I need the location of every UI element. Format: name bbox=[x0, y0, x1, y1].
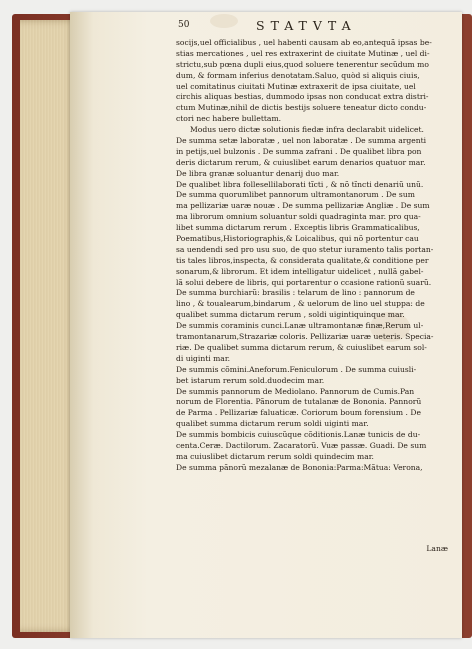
text-line: ma pellizariæ uaræ nouæ . De summa pellizariæ Angliæ . De sum bbox=[176, 201, 430, 211]
text-line: Poematibus,Historiographis,& Loicalibus, qui nõ portentur cau bbox=[176, 234, 419, 244]
text-line: dum, & formam inferius denotatam.Saluo, quòd si aliquis ciuis, bbox=[176, 70, 420, 80]
text-line: De summa setæ laboratæ , uel non laboratæ . De summa argenti bbox=[176, 136, 427, 146]
text-line: socijs,uel officialibus , uel habenti causam ab eo,antequã ipsas be- bbox=[176, 38, 432, 47]
text-line: De qualibet libra follesellilaborati tĩcti , & nõ tĩncti denariũ unũ. bbox=[176, 179, 424, 189]
text-line: stias mercationes , uel res extraxerint de ciuitate Mutinæ , uel di- bbox=[176, 48, 430, 58]
text-line: qualibet summa dictarum rerum , soldi uigintiquinque mar. bbox=[176, 310, 405, 320]
text-line: norum de Florentia. Pãnorum de tutalanæ de Bononia. Pannorũ bbox=[176, 397, 422, 407]
text-line: ma librorum omnium soluantur soldi quadraginta mar. pro qua- bbox=[176, 212, 421, 222]
text-line: De summa quorumlibet pannorum ultramontanorum . De sum bbox=[176, 190, 415, 200]
text-line: De summa pãnorũ mezalanæ de Bononia:Parma:Mãtua: Verona, bbox=[176, 462, 423, 472]
text-line: libet summa dictarum rerum . Exceptis libris Grammaticalibus, bbox=[176, 223, 420, 233]
text-line: uel comitatinus ciuitati Mutinæ extraxerit de ipsa ciuitate, uel bbox=[176, 81, 416, 91]
text-line: ctori nec habere bullettam. bbox=[176, 114, 282, 124]
text-line: De summis coraminis cunci.Lanæ ultramontanæ finæ,Rerum ul- bbox=[176, 321, 424, 331]
text-line: qualibet summa dictarum rerum soldi uiginti mar. bbox=[176, 419, 369, 429]
running-title: STATVTA bbox=[256, 18, 357, 33]
text-line: centa.Ceræ. Dactilorum. Zacaratorũ. Vuæ passæ. Guadi. De sum bbox=[176, 440, 427, 450]
text-line: De libra granæ soluantur denarij duo mar. bbox=[176, 168, 340, 178]
text-line: De summis cõmini.Aneforum.Feniculorum . De summa cuiusli- bbox=[176, 364, 417, 374]
text-line: tis tales libros,inspecta, & considerata qualitate,& conditione per bbox=[176, 255, 429, 265]
text-line: sonarum,& librorum. Et idem intelligatur uidelicet , nullã gabel- bbox=[176, 266, 424, 276]
text-line: tramontanarum,Strazariæ coloris. Pellizariæ uaræ ueteris. Specia- bbox=[176, 332, 434, 342]
catchword: Lanæ bbox=[426, 544, 448, 553]
text-line: sa uendendi sed pro usu suo, de quo stetur iuramento talis portan- bbox=[176, 244, 434, 254]
text-line: deris dictarum rerum, & cuiuslibet earum denarios quatuor mar. bbox=[176, 157, 426, 167]
text-line: De summis bombicis cuiuscũque cõditionis.Lanæ tunicis de du- bbox=[176, 430, 421, 440]
body-text bbox=[176, 38, 462, 474]
page-header bbox=[176, 20, 462, 34]
text-line: De summis pannorum de Mediolano. Pannorum de Cumis.Pan bbox=[176, 386, 415, 396]
text-line: in petijs,uel bulzonis . De summa zafrani . De qualibet libra pon bbox=[176, 146, 422, 156]
text-line: strictu,sub pœna dupli eius,quod soluere tenerentur secũdum mo bbox=[176, 59, 429, 69]
text-line: De summa burchiarũ: brasilis : telarum de lino : pannorum de bbox=[176, 288, 415, 298]
text-line: bet istarum rerum sold.duodecim mar. bbox=[176, 375, 325, 385]
text-line: Modus uero dictæ solutionis fiedæ infra declarabit uidelicet. bbox=[190, 125, 424, 135]
page-number: 50 bbox=[178, 20, 190, 30]
text-line: ma cuiuslibet dictarum rerum soldi quindecim mar. bbox=[176, 451, 374, 461]
text-line: di uiginti mar. bbox=[176, 353, 231, 363]
text-line: lã solui debere de libris, qui portarentur o ccasione rationũ suarũ. bbox=[176, 277, 432, 287]
text-line: ctum Mutinæ,nihil de dictis bestijs soluere teneatur dicto condu- bbox=[176, 103, 427, 113]
text-line: riæ. De qualibet summa dictarum rerum, & cuiuslibet earum sol- bbox=[176, 342, 427, 352]
book-page bbox=[70, 12, 462, 638]
text-line: de Parma . Pellizariæ faluaticæ. Coriorum boum forensium . De bbox=[176, 408, 421, 418]
text-line: lino , & toualearum,bindarum , & uelorum de lino uel stuppa: de bbox=[176, 299, 425, 309]
text-line: circhis aliquas bestias, dummodo ipsas non conducat extra distri- bbox=[176, 92, 429, 102]
